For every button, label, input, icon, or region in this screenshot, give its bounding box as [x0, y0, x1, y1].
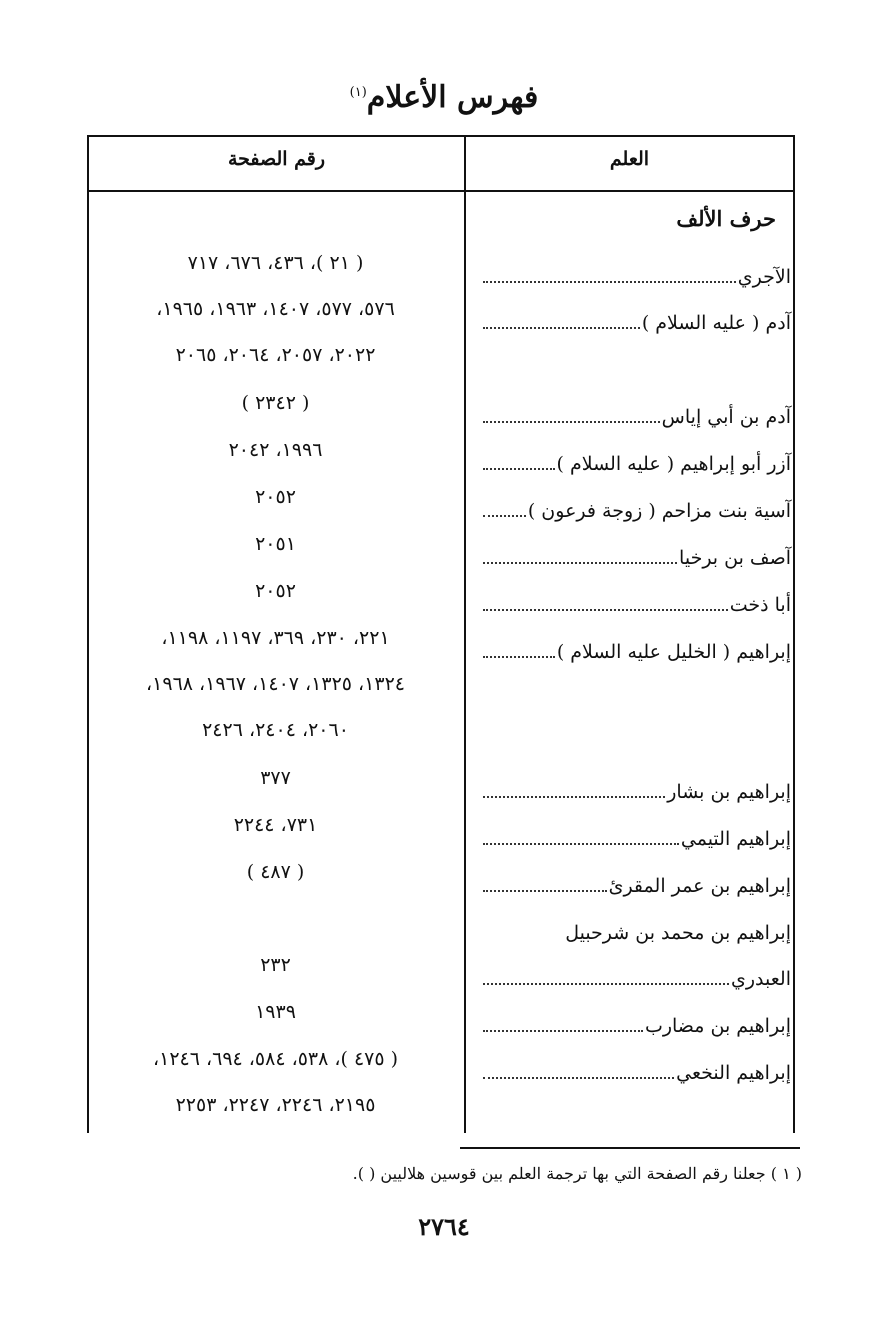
- dot-leader: [483, 326, 640, 329]
- entry-name-cell: [471, 296, 793, 336]
- entry-name: الآجري: [737, 266, 791, 288]
- table-row: [89, 342, 793, 382]
- entry-pages: ٣٧٧: [260, 767, 291, 789]
- entry-pages: ١٣٢٤، ١٣٢٥، ١٤٠٧، ١٩٦٧، ١٩٦٨،: [146, 673, 405, 695]
- table-row: [89, 578, 793, 618]
- entry-pages: ١٩٣٩: [255, 1001, 296, 1023]
- header-divider: [87, 190, 795, 192]
- entry-name: إبراهيم ( الخليل عليه السلام ): [556, 641, 791, 663]
- dot-leader: [483, 982, 729, 985]
- entry-pages: ٢٣٢: [260, 954, 291, 976]
- entry-name: آدم ( عليه السلام ): [641, 312, 791, 334]
- table-row: [89, 390, 793, 430]
- entry-name-cell: [471, 342, 793, 382]
- page-number: ٢٧٦٤: [418, 1212, 470, 1241]
- dot-leader: [483, 889, 607, 892]
- entry-pages: ٧٣١، ٢٢٤٤: [233, 814, 318, 836]
- entry-pages: ٢١٩٥، ٢٢٤٦، ٢٢٤٧، ٢٢٥٣: [175, 1094, 376, 1116]
- dot-leader: [483, 1029, 643, 1032]
- entry-name-cell: [471, 999, 793, 1039]
- dot-leader: [483, 420, 660, 423]
- entry-pages: ٢٠٦٠، ٢٤٠٤، ٢٤٢٦: [202, 719, 349, 741]
- page-title: [0, 80, 888, 115]
- entry-name: العبدري: [731, 968, 791, 990]
- pages-column-header: رقم الصفحة: [227, 148, 326, 170]
- entry-pages: [89, 906, 462, 946]
- table-row: [89, 531, 793, 571]
- entry-pages: ٥٧٦، ٥٧٧، ١٤٠٧، ١٩٦٣، ١٩٦٥،: [156, 298, 395, 320]
- table-row: [89, 765, 793, 805]
- entry-name-cell: [471, 531, 793, 571]
- table-row: [89, 484, 793, 524]
- entry-name-cell: [471, 1092, 793, 1132]
- entry-pages: ( ٤٧٥ )، ٥٣٨، ٥٨٤، ٦٩٤، ١٢٤٦،: [152, 1048, 399, 1070]
- title-text: فهرس الأعلام: [366, 80, 539, 115]
- table-row: [89, 437, 793, 477]
- entry-name-cell: [471, 952, 793, 992]
- table-row: [89, 1092, 793, 1132]
- title-footnote-marker: (١): [349, 85, 367, 100]
- entry-name: آزر أبو إبراهيم ( عليه السلام ): [556, 453, 791, 475]
- table-row: [89, 296, 793, 336]
- entry-name: آسية بنت مزاحم ( زوجة فرعون ): [527, 500, 791, 522]
- entry-name: إبراهيم بن عمر المقرئ: [608, 875, 791, 897]
- table-row: [89, 250, 793, 290]
- entry-name-cell: [471, 578, 793, 618]
- table-row: [89, 1046, 793, 1086]
- entry-name-cell: [471, 765, 793, 805]
- entry-pages: ٢٢١، ٢٣٠، ٣٦٩، ١١٩٧، ١١٩٨،: [161, 627, 390, 649]
- entry-name-cell: [471, 717, 793, 757]
- entry-name-cell: [471, 437, 793, 477]
- table-row: [89, 717, 793, 757]
- footnote-rule: [460, 1147, 800, 1149]
- table-row: [89, 859, 793, 899]
- entry-pages: ( ٢١ )، ٤٣٦، ٦٧٦، ٧١٧: [187, 252, 364, 274]
- entry-name: إبراهيم بن بشار: [667, 781, 791, 803]
- entry-pages: ٢٠٢٢، ٢٠٥٧، ٢٠٦٤، ٢٠٦٥: [175, 344, 376, 366]
- entry-pages: ٢٠٥١: [255, 533, 296, 555]
- entry-name-cell: [471, 671, 793, 711]
- entry-pages: ٢٠٥٢: [255, 580, 296, 602]
- entry-name: إبراهيم النخعي: [676, 1062, 791, 1084]
- entry-name-cell: [471, 859, 793, 899]
- entry-name: إبراهيم بن محمد بن شرحبيل: [565, 922, 791, 944]
- entry-name-cell: [471, 484, 793, 524]
- dot-leader: [483, 561, 677, 564]
- entry-pages: ( ٤٨٧ ): [246, 861, 305, 883]
- name-column-header: العلم: [609, 148, 650, 170]
- entry-name-cell: [471, 812, 793, 852]
- entry-name-cell: [471, 1046, 793, 1086]
- dot-leader: [483, 655, 555, 658]
- dot-leader: [483, 1076, 674, 1079]
- section-heading: حرف الألف: [676, 206, 776, 231]
- table-row: [89, 999, 793, 1039]
- entry-name-cell: [471, 906, 793, 946]
- dot-leader: [483, 842, 679, 845]
- entry-pages: ٢٠٥٢: [255, 486, 296, 508]
- table-row: [89, 671, 793, 711]
- table-row: [89, 906, 793, 946]
- table-row: [89, 952, 793, 992]
- dot-leader: [483, 467, 555, 470]
- entry-name-cell: [471, 625, 793, 665]
- dot-leader: [483, 795, 665, 798]
- table-row: [89, 625, 793, 665]
- entry-pages: ١٩٩٦، ٢٠٤٢: [228, 439, 323, 461]
- entry-name: إبراهيم التيمي: [680, 828, 791, 850]
- entry-name-cell: [471, 250, 793, 290]
- entry-name: آدم بن أبي إياس: [661, 406, 791, 428]
- entry-name: إبراهيم بن مضارب: [644, 1015, 791, 1037]
- entry-name: آصف بن برخيا: [679, 547, 791, 569]
- entry-name-cell: [471, 390, 793, 430]
- dot-leader: [483, 608, 728, 611]
- entry-name: أبا ذخت: [729, 594, 791, 616]
- dot-leader: [483, 280, 736, 283]
- table-row: [89, 812, 793, 852]
- footnote: ( ١ ) جعلنا رقم الصفحة التي بها ترجمة العلم بين قوسين هلاليين ( ).: [352, 1164, 802, 1183]
- entry-pages: ( ٢٣٤٢ ): [241, 392, 310, 414]
- dot-leader: [483, 514, 526, 517]
